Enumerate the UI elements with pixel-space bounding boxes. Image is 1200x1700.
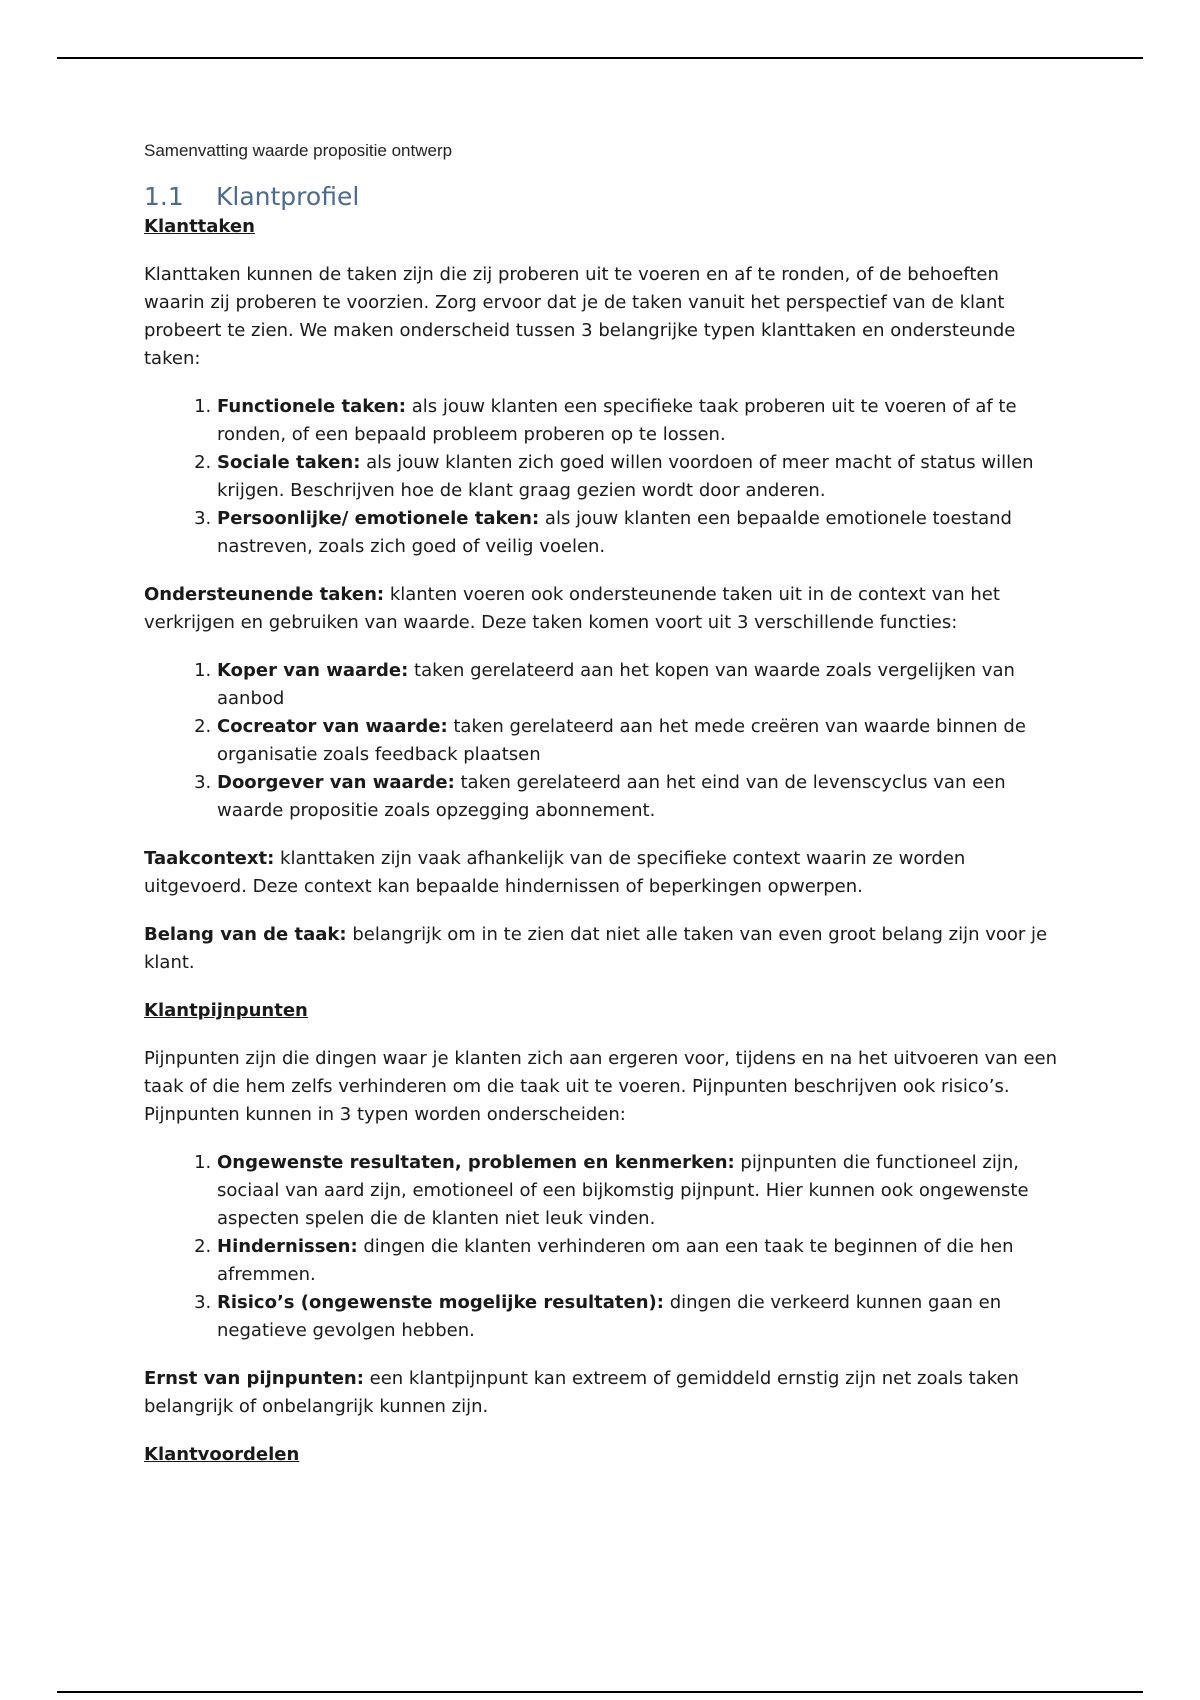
list-item [217,393,1064,449]
paragraph-term: Ondersteunende taken: [144,584,385,605]
list-item-term: Persoonlijke/ emotionele taken: [217,508,540,529]
list-item [217,505,1064,561]
list-item-text: als jouw klanten een specifieke taak proberen uit te voeren of af te ronden, of een bepaald probleem proberen op te lossen. [217,396,1017,445]
list-item [217,1149,1064,1233]
list-item-text: dingen die verkeerd kunnen gaan en negatieve gevolgen hebben. [217,1292,1002,1341]
list-item-text: dingen die klanten verhinderen om aan een taak te beginnen of die hen afremmen. [217,1236,1014,1285]
list-item-text: taken gerelateerd aan het mede creëren van waarde binnen de organisatie zoals feedback plaatsen [217,716,1026,765]
list-item [217,713,1064,769]
list-item-text: taken gerelateerd aan het eind van de levenscyclus van een waarde propositie zoals opzegging abonnement. [217,772,1006,821]
list-item-term: Koper van waarde: [217,660,409,681]
list-item-term: Doorgever van waarde: [217,772,455,793]
taakcontext-paragraph [144,845,1064,901]
paragraph-term: Taakcontext: [144,848,275,869]
subheading-klanttaken: Klanttaken [144,216,255,237]
paragraph-term: Ernst van pijnpunten: [144,1368,364,1389]
subheading-klantvoordelen: Klantvoordelen [144,1444,300,1465]
document-header: Samenvatting waarde propositie ontwerp [144,141,453,160]
section-title: Klantprofiel [216,182,360,211]
pijnpunten-list [144,1149,1064,1345]
list-item-text: taken gerelateerd aan het kopen van waarde zoals vergelijken van aanbod [217,660,1015,709]
top-rule [57,57,1143,59]
belang-paragraph [144,921,1064,977]
list-item [217,769,1064,825]
ondersteunende-taken-paragraph [144,581,1064,637]
subheading-klantpijnpunten: Klantpijnpunten [144,1000,308,1021]
list-item-term: Ongewenste resultaten, problemen en kenmerken: [217,1152,735,1173]
klanttaken-list [144,393,1064,561]
list-item-term: Hindernissen: [217,1236,358,1257]
list-item-term: Cocreator van waarde: [217,716,448,737]
paragraph-text: klanttaken zijn vaak afhankelijk van de specifieke context waarin ze worden uitgevoerd. Deze context kan bepaalde hindernissen of beperkingen opwerpen. [144,848,966,897]
list-item-term: Functionele taken: [217,396,406,417]
list-item-term: Risico’s (ongewenste mogelijke resultaten): [217,1292,664,1313]
paragraph-term: Belang van de taak: [144,924,347,945]
klanttaken-intro: Klanttaken kunnen de taken zijn die zij proberen uit te voeren en af te ronden, of de behoeften waarin zij proberen te voorzien. Zorg ervoor dat je de taken vanuit het perspectief van de klant probeert te zien. We maken onderscheid tussen 3 belangrijke typen klanttaken en ondersteunde taken: [144,264,1016,369]
pijnpunten-intro: Pijnpunten zijn die dingen waar je klanten zich aan ergeren voor, tijdens en na het uitvoeren van een taak of die hem zelfs verhinderen om die taak uit te voeren. Pijnpunten beschrijven ook risico’s. Pijnpunten kunnen in 3 typen worden onderscheiden: [144,1048,1057,1125]
paragraph-text: klanten voeren ook ondersteunende taken uit in de context van het verkrijgen en gebruiken van waarde. Deze taken komen voort uit 3 verschillende functies: [144,584,1000,633]
document-page [144,141,1064,1489]
list-item [217,1233,1064,1289]
ondersteunende-taken-list [144,657,1064,825]
paragraph-text: een klantpijnpunt kan extreem of gemiddeld ernstig zijn net zoals taken belangrijk of onbelangrijk kunnen zijn. [144,1368,1019,1417]
ernst-paragraph [144,1365,1064,1421]
list-item-text: als jouw klanten zich goed willen voordoen of meer macht of status willen krijgen. Beschrijven hoe de klant graag gezien wordt door anderen. [217,452,1034,501]
list-item [217,657,1064,713]
bottom-rule [57,1691,1143,1693]
paragraph-text: belangrijk om in te zien dat niet alle taken van even groot belang zijn voor je klant. [144,924,1048,973]
section-heading [144,181,1064,213]
section-number: 1.1 [144,182,184,211]
list-item [217,449,1064,505]
list-item-term: Sociale taken: [217,452,361,473]
list-item-text: als jouw klanten een bepaalde emotionele toestand nastreven, zoals zich goed of veilig voelen. [217,508,1012,557]
list-item-text: pijnpunten die functioneel zijn, sociaal van aard zijn, emotioneel of een bijkomstig pijnpunt. Hier kunnen ook ongewenste aspecten spelen die de klanten niet leuk vinden. [217,1152,1029,1229]
list-item [217,1289,1064,1345]
